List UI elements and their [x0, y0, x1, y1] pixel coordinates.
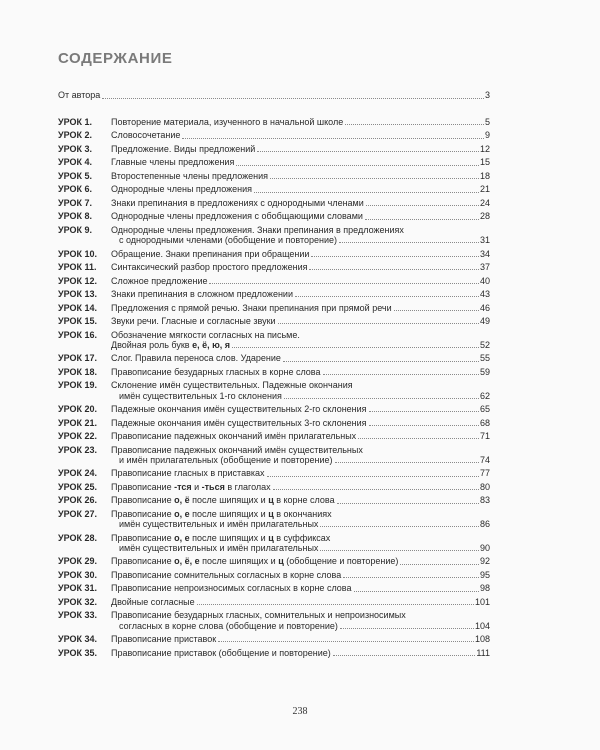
- lesson-page-number: 95: [479, 569, 490, 580]
- lesson-title-line: [111, 495, 490, 505]
- lesson-page-number: 68: [479, 417, 490, 428]
- lesson-number: УРОК 29.: [58, 556, 97, 567]
- lesson-title-line: [111, 262, 490, 272]
- lesson-title: [111, 144, 490, 154]
- lesson-title-text: Правописание о, е после шипящих и ц в суффиксах: [111, 532, 331, 543]
- toc-entry: [58, 648, 490, 658]
- lesson-title-text: Обращение. Знаки препинания при обращении: [111, 248, 310, 259]
- lesson-page-number: 90: [479, 542, 490, 553]
- toc-entry: [58, 404, 490, 414]
- lesson-title-text: Правописание о, е после шипящих и ц в окончаниях: [111, 508, 332, 519]
- lesson-title-line: [111, 648, 490, 658]
- lesson-title-text: Однородные члены предложения. Знаки препинания в предложениях: [111, 224, 404, 235]
- lesson-title-line: [111, 543, 490, 553]
- lesson-number: УРОК 14.: [58, 302, 97, 313]
- toc-entry: [58, 316, 490, 326]
- dot-leader: [273, 482, 479, 490]
- lesson-title: [111, 431, 490, 441]
- lesson-title: [111, 316, 490, 326]
- toc-entry: [58, 225, 490, 246]
- lesson-title-line: [111, 509, 490, 519]
- lesson-title: [111, 211, 490, 221]
- lesson-number: УРОК 34.: [58, 634, 97, 645]
- table-of-contents: [58, 117, 490, 661]
- lesson-number: УРОК 15.: [58, 316, 97, 327]
- lesson-title-line: [111, 316, 490, 326]
- dot-leader: [323, 367, 479, 375]
- lesson-title-line: [111, 418, 490, 428]
- dot-leader: [394, 303, 479, 311]
- lesson-title: [111, 495, 490, 505]
- lesson-page-number: 52: [479, 339, 490, 350]
- dot-leader: [236, 157, 479, 165]
- lesson-page-number: 86: [479, 519, 490, 530]
- lesson-title-text: Знаки препинания в сложном предложении: [111, 289, 293, 300]
- lesson-page-number: 9: [484, 130, 490, 141]
- lesson-page-number: 43: [479, 289, 490, 300]
- lesson-page-number: 5: [484, 117, 490, 127]
- lesson-title-text: и имён прилагательных (обобщение и повторение): [119, 454, 333, 465]
- lesson-title-line: [111, 340, 490, 350]
- lesson-number: УРОК 4.: [58, 157, 92, 168]
- lesson-title-text: Падежные окончания имён существительных 3-го склонения: [111, 417, 367, 428]
- lesson-title-line: [111, 391, 490, 401]
- toc-entry: [58, 249, 490, 259]
- lesson-number: УРОК 33.: [58, 610, 97, 621]
- lesson-page-number: 24: [479, 197, 490, 208]
- lesson-number: УРОК 32.: [58, 596, 97, 607]
- toc-entry: [58, 610, 490, 631]
- lesson-title-line: [111, 597, 490, 607]
- lesson-title: [111, 583, 490, 593]
- dot-leader: [270, 171, 479, 179]
- dot-leader: [337, 495, 479, 503]
- lesson-title-line: [111, 225, 490, 235]
- toc-entry: [58, 303, 490, 313]
- dot-leader: [340, 621, 474, 629]
- lesson-title-line: [111, 276, 490, 286]
- lesson-number: УРОК 9.: [58, 224, 92, 235]
- lesson-title-line: [111, 211, 490, 221]
- toc-entry: [58, 171, 490, 181]
- lesson-number: УРОК 12.: [58, 275, 97, 286]
- lesson-title-text: Правописание приставок (обобщение и повторение): [111, 647, 331, 658]
- lesson-title-line: [111, 621, 490, 631]
- lesson-title-text: Склонение имён существительных. Падежные окончания: [111, 380, 353, 391]
- lesson-title-line: [111, 610, 490, 620]
- dot-leader: [366, 198, 479, 206]
- lesson-title-text: Предложения с прямой речью. Знаки препинания при прямой речи: [111, 302, 392, 313]
- lesson-title-line: [111, 235, 490, 245]
- lesson-title: [111, 303, 490, 313]
- dot-leader: [218, 634, 474, 642]
- lesson-title-text: Правописание непроизносимых согласных в корне слова: [111, 583, 352, 594]
- toc-entry: [58, 211, 490, 221]
- toc-entry: [58, 330, 490, 351]
- lesson-number: УРОК 6.: [58, 184, 92, 195]
- dot-leader: [254, 184, 479, 192]
- lesson-title: [111, 353, 490, 363]
- lesson-title-text: Однородные члены предложения: [111, 184, 253, 195]
- lesson-title-text: Двойные согласные: [111, 596, 195, 607]
- lesson-title-line: [111, 404, 490, 414]
- lesson-title: [111, 157, 490, 167]
- lesson-number: УРОК 17.: [58, 353, 97, 364]
- page-number: 238: [292, 706, 308, 717]
- lesson-title: [111, 556, 490, 566]
- lesson-title-line: [111, 353, 490, 363]
- lesson-title-text: Обозначение мягкости согласных на письме.: [111, 329, 300, 340]
- toc-entry: [58, 445, 490, 466]
- lesson-page-number: 34: [479, 248, 490, 259]
- lesson-title-line: [111, 303, 490, 313]
- lesson-title: [111, 648, 490, 658]
- lesson-title: [111, 380, 490, 401]
- lesson-number: УРОК 27.: [58, 508, 97, 519]
- lesson-title-text: Правописание безударных гласных, сомнительных и непроизносимых: [111, 610, 406, 621]
- lesson-title-line: [111, 184, 490, 194]
- toc-entry: [58, 276, 490, 286]
- lesson-title-text: Правописание приставок: [111, 634, 217, 645]
- lesson-title-text: Однородные члены предложения с обобщающими словами: [111, 211, 363, 222]
- lesson-page-number: 108: [474, 634, 490, 645]
- dot-leader: [295, 289, 479, 297]
- lesson-title-line: [111, 330, 490, 340]
- lesson-title: [111, 482, 490, 492]
- lesson-page-number: 71: [479, 431, 490, 442]
- lesson-title-text: Предложение. Виды предложений: [111, 143, 256, 154]
- lesson-title-line: [111, 519, 490, 529]
- lesson-title-line: [111, 570, 490, 580]
- lesson-title-line: [111, 468, 490, 478]
- lesson-title-text: Падежные окончания имён существительных 2-го склонения: [111, 404, 367, 415]
- toc-entry: [58, 130, 490, 140]
- lesson-page-number: 111: [476, 647, 490, 658]
- lesson-number: УРОК 31.: [58, 583, 97, 594]
- lesson-number: УРОК 23.: [58, 444, 97, 455]
- lesson-page-number: 59: [479, 366, 490, 377]
- lesson-number: УРОК 10.: [58, 248, 97, 259]
- lesson-page-number: 62: [479, 390, 490, 401]
- dot-leader: [358, 431, 479, 439]
- lesson-page-number: 31: [479, 235, 490, 246]
- lesson-number: УРОК 24.: [58, 468, 97, 479]
- lesson-title-line: [111, 289, 490, 299]
- lesson-number: УРОК 25.: [58, 481, 97, 492]
- lesson-title: [111, 367, 490, 377]
- toc-entry: [58, 482, 490, 492]
- lesson-title-text: Повторение материала, изученного в начальной школе: [111, 117, 344, 127]
- toc-entry: [58, 597, 490, 607]
- lesson-title-line: [111, 367, 490, 377]
- toc-entry: [58, 431, 490, 441]
- lesson-number: УРОК 30.: [58, 569, 97, 580]
- dot-leader: [102, 90, 484, 99]
- dot-leader: [197, 597, 474, 605]
- dot-leader: [369, 418, 479, 426]
- lesson-title-line: [111, 445, 490, 455]
- lesson-title: [111, 198, 490, 208]
- lesson-title-text: Правописание о, ё после шипящих и ц в корне слова: [111, 495, 335, 506]
- lesson-title-text: Слог. Правила переноса слов. Ударение: [111, 353, 281, 364]
- lesson-title-line: [111, 482, 490, 492]
- lesson-title-text: Второстепенные члены предложения: [111, 170, 269, 181]
- lesson-title-text: Правописание падежных окончаний имён существительных: [111, 444, 363, 455]
- lesson-title-text: Правописание -тся и -ться в глаголах: [111, 481, 271, 492]
- lesson-page-number: 55: [479, 353, 490, 364]
- lesson-title: [111, 276, 490, 286]
- dot-leader: [257, 144, 479, 152]
- lesson-number: УРОК 11.: [58, 262, 97, 273]
- lesson-title: [111, 330, 490, 351]
- lesson-title-text: Правописание безударных гласных в корне слова: [111, 366, 321, 377]
- lesson-title-line: [111, 157, 490, 167]
- lesson-title: [111, 509, 490, 530]
- lesson-title-text: Двойная роль букв е, ё, ю, я: [111, 339, 231, 350]
- lesson-title: [111, 597, 490, 607]
- lesson-page-number: 40: [479, 275, 490, 286]
- toc-entry: [58, 418, 490, 428]
- lesson-title-text: Главные члены предложения: [111, 157, 235, 168]
- dot-leader: [333, 648, 476, 656]
- lesson-title: [111, 570, 490, 580]
- toc-entry: [58, 583, 490, 593]
- toc-entry: [58, 533, 490, 554]
- dot-leader: [365, 211, 479, 219]
- lesson-page-number: 98: [479, 583, 490, 594]
- lesson-title-line: [111, 380, 490, 390]
- lesson-title: [111, 533, 490, 554]
- lesson-title-line: [111, 556, 490, 566]
- lesson-title: [111, 610, 490, 631]
- lesson-title: [111, 117, 490, 127]
- lesson-number: УРОК 26.: [58, 495, 97, 506]
- lesson-title-text: имён существительных и имён прилагательных: [119, 519, 319, 530]
- lesson-title-line: [111, 249, 490, 259]
- toc-entry: [58, 144, 490, 154]
- dot-leader: [345, 117, 484, 125]
- lesson-page-number: 77: [479, 468, 490, 479]
- toc-entry: [58, 634, 490, 644]
- lesson-title: [111, 445, 490, 466]
- lesson-title: [111, 249, 490, 259]
- toc-entry: [58, 468, 490, 478]
- toc-entry: [58, 509, 490, 530]
- lesson-title: [111, 262, 490, 272]
- lesson-number: УРОК 35.: [58, 647, 97, 658]
- lesson-title-text: Словосочетание: [111, 130, 181, 141]
- lesson-title-line: [111, 455, 490, 465]
- dot-leader: [400, 556, 479, 564]
- dot-leader: [232, 340, 479, 348]
- lesson-number: УРОК 2.: [58, 130, 92, 141]
- dot-leader: [182, 130, 484, 138]
- toc-entry: [58, 380, 490, 401]
- dot-leader: [369, 404, 479, 412]
- lesson-title-text: согласных в корне слова (обобщение и повторение): [119, 620, 338, 631]
- lesson-title-text: имён существительных и имён прилагательных: [119, 542, 319, 553]
- lesson-number: УРОК 3.: [58, 143, 92, 154]
- lesson-number: УРОК 1.: [58, 117, 92, 127]
- lesson-page-number: 104: [474, 620, 490, 631]
- lesson-title-line: [111, 533, 490, 543]
- lesson-title-text: Синтаксический разбор простого предложения: [111, 262, 308, 273]
- lesson-page-number: 21: [479, 184, 490, 195]
- lesson-page-number: 92: [479, 556, 490, 567]
- lesson-title-line: [111, 130, 490, 140]
- lesson-title: [111, 184, 490, 194]
- lesson-page-number: 74: [479, 454, 490, 465]
- toc-entry: [58, 353, 490, 363]
- dot-leader: [311, 249, 479, 257]
- lesson-title-text: Сложное предложение: [111, 275, 208, 286]
- lesson-title: [111, 634, 490, 644]
- lesson-number: УРОК 18.: [58, 366, 97, 377]
- toc-entry: [58, 556, 490, 566]
- lesson-page-number: 18: [479, 170, 490, 181]
- lesson-title-line: [111, 171, 490, 181]
- dot-leader: [320, 543, 479, 551]
- lesson-number: УРОК 19.: [58, 380, 97, 391]
- lesson-title-line: [111, 583, 490, 593]
- dot-leader: [284, 391, 479, 399]
- lesson-title-text: Знаки препинания в предложениях с однородными членами: [111, 197, 364, 208]
- lesson-number: УРОК 28.: [58, 532, 97, 543]
- lesson-title-text: Звуки речи. Гласные и согласные звуки: [111, 316, 276, 327]
- dot-leader: [320, 519, 479, 527]
- dot-leader: [209, 276, 479, 284]
- lesson-title-line: [111, 431, 490, 441]
- lesson-title-line: [111, 117, 490, 127]
- lesson-number: УРОК 16.: [58, 329, 97, 340]
- lesson-title: [111, 130, 490, 140]
- dot-leader: [343, 570, 479, 578]
- lesson-number: УРОК 20.: [58, 404, 97, 415]
- lesson-title-line: [111, 634, 490, 644]
- dot-leader: [267, 468, 479, 476]
- lesson-page-number: 49: [479, 316, 490, 327]
- lesson-number: УРОК 7.: [58, 197, 92, 208]
- toc-entry: [58, 184, 490, 194]
- toc-entry: [58, 198, 490, 208]
- toc-entry: [58, 117, 490, 127]
- lesson-title: [111, 468, 490, 478]
- lesson-title: [111, 171, 490, 181]
- lesson-page-number: 80: [479, 481, 490, 492]
- lesson-page-number: 65: [479, 404, 490, 415]
- toc-intro-text: От автора: [58, 90, 101, 100]
- toc-entry: [58, 262, 490, 272]
- dot-leader: [335, 455, 479, 463]
- dot-leader: [309, 262, 479, 270]
- page-title: СОДЕРЖАНИЕ: [58, 50, 173, 67]
- toc-entry: [58, 367, 490, 377]
- toc-intro-entry: [58, 90, 490, 101]
- lesson-title-text: Правописание о, ё, е после шипящих и ц (обобщение и повторение): [111, 556, 399, 567]
- toc-entry: [58, 570, 490, 580]
- lesson-title: [111, 404, 490, 414]
- lesson-page-number: 28: [479, 211, 490, 222]
- lesson-title-text: Правописание сомнительных согласных в корне слова: [111, 569, 342, 580]
- toc-intro-page: 3: [484, 90, 490, 100]
- lesson-title: [111, 225, 490, 246]
- lesson-number: УРОК 5.: [58, 170, 92, 181]
- lesson-number: УРОК 22.: [58, 431, 97, 442]
- lesson-title-text: Правописание гласных в приставках: [111, 468, 265, 479]
- lesson-number: УРОК 13.: [58, 289, 97, 300]
- lesson-page-number: 37: [479, 262, 490, 273]
- toc-entry: [58, 157, 490, 167]
- toc-entry: [58, 289, 490, 299]
- toc-entry: [58, 495, 490, 505]
- lesson-page-number: 101: [474, 596, 490, 607]
- lesson-page-number: 15: [479, 157, 490, 168]
- lesson-title-text: с однородными членами (обобщение и повторение): [119, 235, 338, 246]
- lesson-page-number: 12: [479, 143, 490, 154]
- dot-leader: [278, 316, 479, 324]
- lesson-title-line: [111, 198, 490, 208]
- dot-leader: [283, 353, 479, 361]
- lesson-number: УРОК 21.: [58, 417, 97, 428]
- dot-leader: [354, 583, 479, 591]
- lesson-title: [111, 289, 490, 299]
- lesson-title-line: [111, 144, 490, 154]
- lesson-title-text: Правописание падежных окончаний имён прилагательных: [111, 431, 357, 442]
- lesson-title: [111, 418, 490, 428]
- dot-leader: [339, 235, 479, 243]
- lesson-page-number: 83: [479, 495, 490, 506]
- lesson-page-number: 46: [479, 302, 490, 313]
- lesson-title-text: имён существительных 1-го склонения: [119, 390, 282, 401]
- lesson-number: УРОК 8.: [58, 211, 92, 222]
